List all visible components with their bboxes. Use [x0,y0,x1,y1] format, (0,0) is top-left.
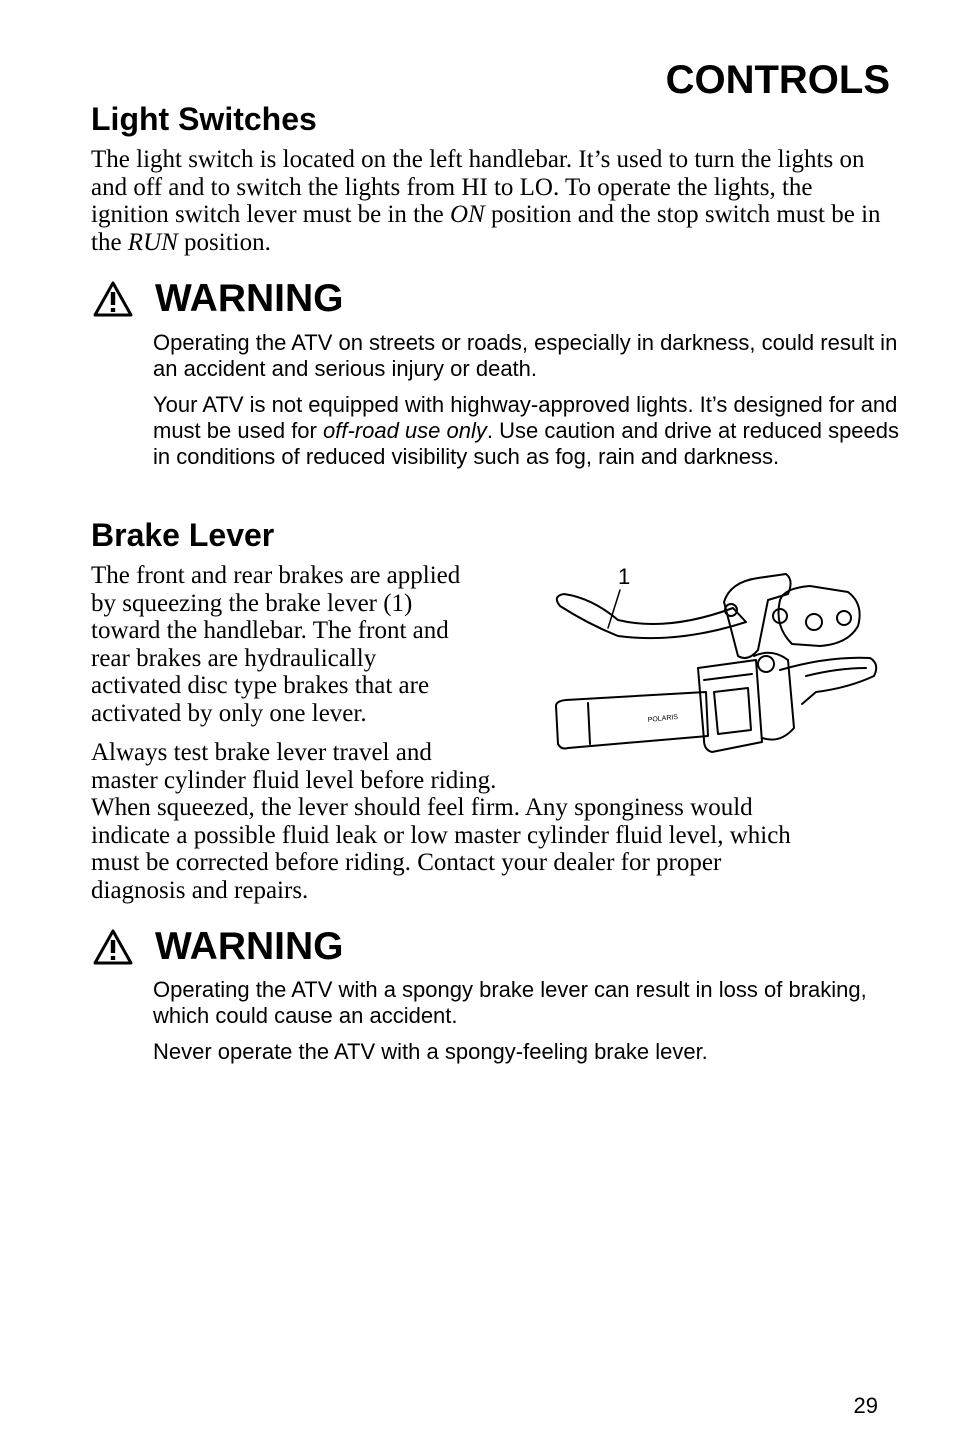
light-switches-body [91,146,891,256]
light-switches-text-2: position and the stop switch must be in the [91,201,881,256]
warning-triangle-icon [93,281,133,317]
warning-1-text-a: Your ATV is not equipped with highway-approved lights. It’s designed for and must be used for [153,392,898,443]
warning-label-2: WARNING [155,925,344,968]
callout-number: 1 [618,564,631,589]
page-number: 29 [853,1393,878,1418]
brake-lever-illustration [548,560,888,760]
on-term: ON [449,201,485,228]
section-title-brake-lever: Brake Lever [91,517,275,553]
text-line: indicate a possible fluid leak or low master cylinder fluid level, which [91,821,791,849]
text-line: activated by only one lever. [91,699,367,727]
text-line: diagnosis and repairs. [91,876,309,904]
warning-heading-2 [93,925,344,969]
handlebar-grip [556,692,708,749]
section-title-light-switches: Light Switches [91,101,317,137]
callout-leader [608,590,620,628]
brake-lever-blade [557,594,746,638]
brake-lever-paragraph-2 [91,739,901,904]
warning-1-text-b: . Use caution and drive at reduced speeds in conditions of reduced visibility such as fog, rain and darkness. [153,418,900,469]
light-switches-text-3: position. [177,228,271,256]
warning-heading-1 [93,277,344,321]
warning-triangle-icon [93,929,133,965]
warning-text-1 [153,330,913,480]
warning-text-2 [153,977,913,1075]
text-line: by squeezing the brake lever (1) [91,589,413,617]
text-line: The front and rear brakes are applied [91,562,461,589]
text-line: Always test brake lever travel and [91,739,432,766]
warning-2-paragraph-2: Never operate the ATV with a spongy-feeling brake lever. [153,1039,708,1064]
light-switches-text-1: The light switch is located on the left handlebar. It’s used to turn the lights on and off and to switch the lights from HI to LO. To operate the lights, the ignition switch lever must be in the [91,146,865,228]
brake-lever-paragraph-1 [91,562,531,727]
text-line: toward the handlebar. The front and [91,617,449,644]
grip-brand-text: POLARIS [647,713,679,724]
text-line: master cylinder fluid level before riding. [91,766,497,794]
warning-1-paragraph-2 [153,392,913,470]
run-term: RUN [127,228,178,256]
warning-label-1: WARNING [155,277,344,320]
warning-1-paragraph-1: Operating the ATV on streets or roads, especially in darkness, could result in an accident and serious injury or death. [153,330,898,381]
warning-2-paragraph-1: Operating the ATV with a spongy brake lever can result in loss of braking, which could cause an accident. [153,977,867,1028]
text-line: must be corrected before riding. Contact your dealer for proper [91,849,722,876]
off-road-term: off-road use only [322,418,487,443]
text-line: activated disc type brakes that are [91,672,430,699]
page-title: CONTROLS [665,58,890,102]
text-line: rear brakes are hydraulically [91,644,377,672]
text-line: When squeezed, the lever should feel firm. Any sponginess would [91,794,753,821]
